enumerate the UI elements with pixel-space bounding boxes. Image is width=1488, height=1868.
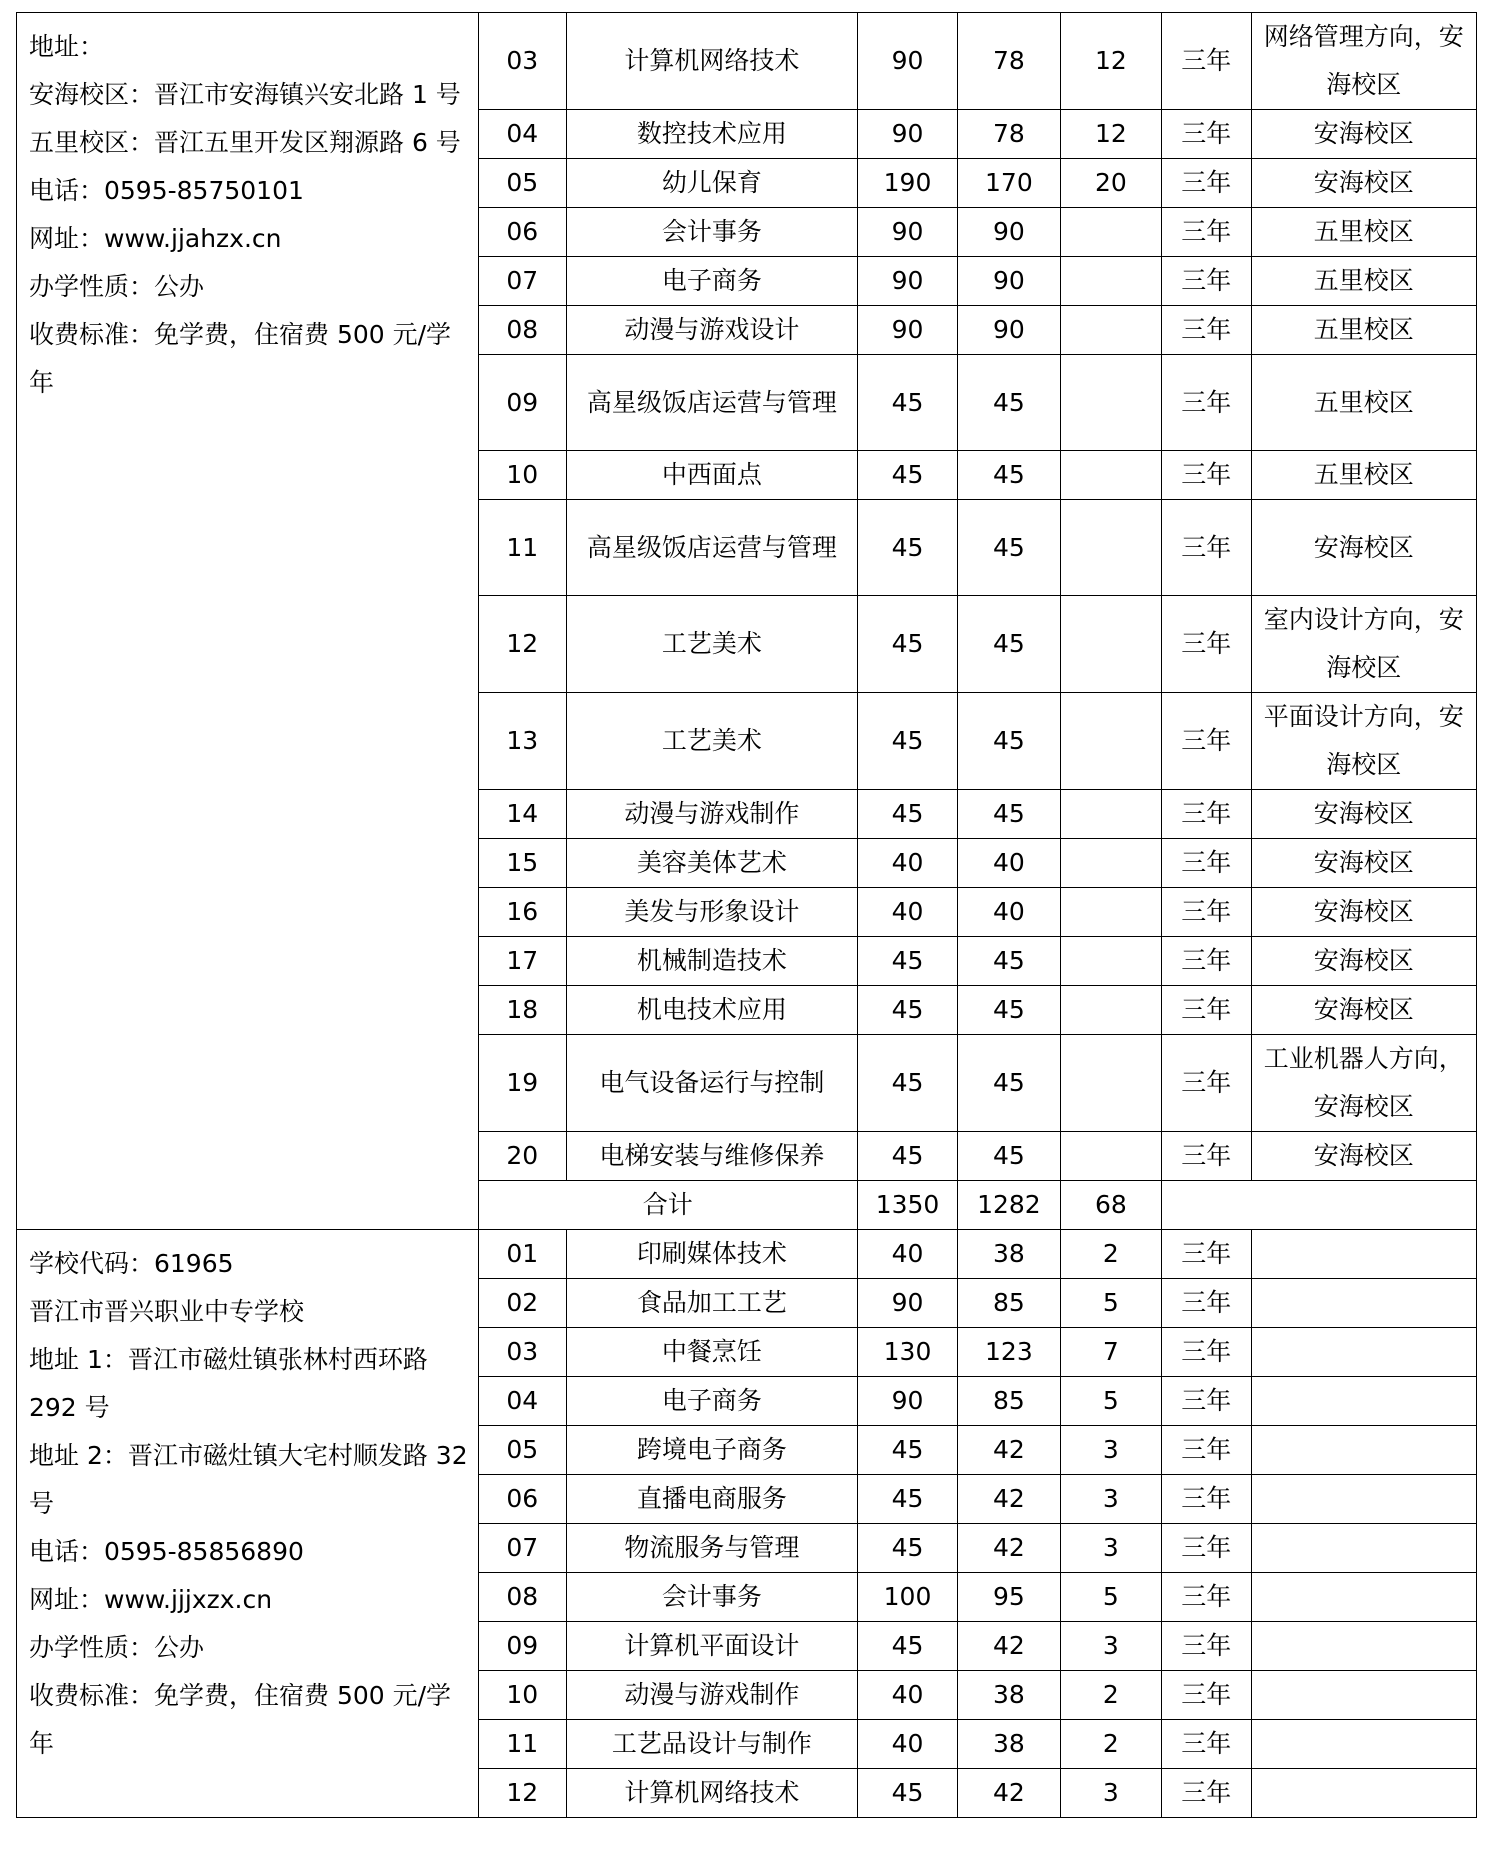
school2-info-line: 收费标准：免学费，住宿费 500 元/学年 [29, 1681, 452, 1758]
plan-count: 45 [857, 693, 957, 790]
plan-count: 45 [857, 355, 957, 451]
major-code: 12 [478, 1769, 566, 1818]
count-b: 38 [958, 1671, 1061, 1720]
count-c: 20 [1060, 159, 1161, 208]
count-b: 90 [958, 208, 1061, 257]
count-c [1060, 355, 1161, 451]
count-c [1060, 1132, 1161, 1181]
major-code: 14 [478, 790, 566, 839]
plan-count: 45 [857, 1769, 957, 1818]
remark: 安海校区 [1251, 888, 1477, 937]
plan-count: 40 [857, 1671, 957, 1720]
major-code: 17 [478, 937, 566, 986]
duration: 三年 [1162, 693, 1251, 790]
major-name: 印刷媒体技术 [566, 1230, 857, 1279]
count-c [1060, 937, 1161, 986]
plan-count: 45 [857, 1622, 957, 1671]
major-name: 机械制造技术 [566, 937, 857, 986]
total-count-b: 1282 [958, 1181, 1061, 1230]
count-b: 42 [958, 1769, 1061, 1818]
count-c [1060, 451, 1161, 500]
count-b: 42 [958, 1475, 1061, 1524]
count-c: 5 [1060, 1377, 1161, 1426]
count-b: 38 [958, 1230, 1061, 1279]
major-name: 电梯安装与维修保养 [566, 1132, 857, 1181]
count-b: 40 [958, 839, 1061, 888]
duration: 三年 [1162, 790, 1251, 839]
major-code: 08 [478, 1573, 566, 1622]
major-code: 13 [478, 693, 566, 790]
major-code: 06 [478, 208, 566, 257]
count-b: 90 [958, 257, 1061, 306]
major-code: 03 [478, 13, 566, 110]
count-c: 5 [1060, 1573, 1161, 1622]
duration: 三年 [1162, 1132, 1251, 1181]
count-c [1060, 888, 1161, 937]
plan-count: 45 [857, 500, 957, 596]
duration: 三年 [1162, 1573, 1251, 1622]
major-name: 高星级饭店运营与管理 [566, 355, 857, 451]
duration: 三年 [1162, 1622, 1251, 1671]
remark [1251, 1671, 1477, 1720]
school2-info-line: 地址 2：晋江市磁灶镇大宅村顺发路 32 号 [29, 1441, 468, 1518]
remark: 安海校区 [1251, 986, 1477, 1035]
count-b: 85 [958, 1377, 1061, 1426]
duration: 三年 [1162, 1377, 1251, 1426]
count-c [1060, 693, 1161, 790]
duration: 三年 [1162, 306, 1251, 355]
duration: 三年 [1162, 1769, 1251, 1818]
plan-count: 45 [857, 451, 957, 500]
total-blank [1162, 1181, 1477, 1230]
major-code: 09 [478, 355, 566, 451]
plan-count: 90 [857, 208, 957, 257]
count-c [1060, 306, 1161, 355]
duration: 三年 [1162, 1524, 1251, 1573]
count-b: 45 [958, 986, 1061, 1035]
plan-count: 100 [857, 1573, 957, 1622]
count-c: 12 [1060, 110, 1161, 159]
total-count-c: 68 [1060, 1181, 1161, 1230]
remark [1251, 1769, 1477, 1818]
count-b: 170 [958, 159, 1061, 208]
duration: 三年 [1162, 1279, 1251, 1328]
duration: 三年 [1162, 937, 1251, 986]
major-name: 跨境电子商务 [566, 1426, 857, 1475]
count-c: 7 [1060, 1328, 1161, 1377]
duration: 三年 [1162, 596, 1251, 693]
count-b: 42 [958, 1622, 1061, 1671]
school2-info-cell [17, 1230, 479, 1818]
duration: 三年 [1162, 355, 1251, 451]
count-b: 45 [958, 596, 1061, 693]
major-name: 动漫与游戏制作 [566, 1671, 857, 1720]
duration: 三年 [1162, 13, 1251, 110]
count-b: 90 [958, 306, 1061, 355]
plan-count: 90 [857, 306, 957, 355]
count-c [1060, 257, 1161, 306]
count-b: 42 [958, 1426, 1061, 1475]
remark: 工业机器人方向，安海校区 [1251, 1035, 1477, 1132]
count-b: 38 [958, 1720, 1061, 1769]
school1-info-line: 安海校区：晋江市安海镇兴安北路 1 号 [29, 80, 461, 109]
plan-count: 40 [857, 839, 957, 888]
remark [1251, 1377, 1477, 1426]
major-name: 电气设备运行与控制 [566, 1035, 857, 1132]
remark: 五里校区 [1251, 451, 1477, 500]
plan-count: 45 [857, 937, 957, 986]
major-name: 数控技术应用 [566, 110, 857, 159]
count-b: 95 [958, 1573, 1061, 1622]
major-name: 高星级饭店运营与管理 [566, 500, 857, 596]
remark [1251, 1622, 1477, 1671]
major-code: 07 [478, 257, 566, 306]
plan-count: 45 [857, 1035, 957, 1132]
count-b: 45 [958, 1035, 1061, 1132]
major-name: 中西面点 [566, 451, 857, 500]
count-c [1060, 208, 1161, 257]
count-c: 3 [1060, 1622, 1161, 1671]
total-label: 合计 [478, 1181, 857, 1230]
count-b: 45 [958, 693, 1061, 790]
count-b: 78 [958, 110, 1061, 159]
count-b: 45 [958, 790, 1061, 839]
count-b: 45 [958, 500, 1061, 596]
school2-info-line: 办学性质：公办 [29, 1633, 205, 1662]
plan-count: 40 [857, 1230, 957, 1279]
count-c [1060, 986, 1161, 1035]
plan-count: 45 [857, 986, 957, 1035]
remark: 五里校区 [1251, 306, 1477, 355]
major-code: 11 [478, 500, 566, 596]
remark: 安海校区 [1251, 839, 1477, 888]
remark: 安海校区 [1251, 790, 1477, 839]
major-code: 09 [478, 1622, 566, 1671]
remark [1251, 1426, 1477, 1475]
duration: 三年 [1162, 888, 1251, 937]
major-code: 11 [478, 1720, 566, 1769]
count-b: 45 [958, 1132, 1061, 1181]
major-name: 工艺美术 [566, 693, 857, 790]
major-name: 工艺品设计与制作 [566, 1720, 857, 1769]
duration: 三年 [1162, 110, 1251, 159]
school2-info-line: 地址 1：晋江市磁灶镇张林村西环路 292 号 [29, 1345, 428, 1422]
school1-info-cell [17, 13, 479, 1230]
duration: 三年 [1162, 208, 1251, 257]
remark [1251, 1279, 1477, 1328]
major-name: 直播电商服务 [566, 1475, 857, 1524]
school1-info-line: 电话：0595-85750101 [29, 176, 304, 205]
major-code: 10 [478, 451, 566, 500]
count-c [1060, 839, 1161, 888]
major-name: 电子商务 [566, 1377, 857, 1426]
remark: 平面设计方向，安海校区 [1251, 693, 1477, 790]
major-name: 幼儿保育 [566, 159, 857, 208]
major-code: 20 [478, 1132, 566, 1181]
remark: 五里校区 [1251, 257, 1477, 306]
plan-count: 40 [857, 1720, 957, 1769]
duration: 三年 [1162, 1475, 1251, 1524]
count-c: 2 [1060, 1230, 1161, 1279]
plan-count: 90 [857, 13, 957, 110]
major-code: 16 [478, 888, 566, 937]
major-name: 电子商务 [566, 257, 857, 306]
major-name: 会计事务 [566, 208, 857, 257]
major-code: 18 [478, 986, 566, 1035]
duration: 三年 [1162, 839, 1251, 888]
duration: 三年 [1162, 1671, 1251, 1720]
school2-info-line: 晋江市晋兴职业中专学校 [29, 1297, 305, 1326]
major-code: 01 [478, 1230, 566, 1279]
duration: 三年 [1162, 1230, 1251, 1279]
total-plan: 1350 [857, 1181, 957, 1230]
major-name: 物流服务与管理 [566, 1524, 857, 1573]
count-c [1060, 1035, 1161, 1132]
duration: 三年 [1162, 500, 1251, 596]
count-c: 2 [1060, 1720, 1161, 1769]
school2-info-line: 网址：www.jjjxzx.cn [29, 1585, 273, 1614]
major-name: 计算机网络技术 [566, 13, 857, 110]
plan-count: 45 [857, 1475, 957, 1524]
plan-count: 45 [857, 790, 957, 839]
remark: 五里校区 [1251, 208, 1477, 257]
plan-count: 45 [857, 1132, 957, 1181]
major-name: 计算机平面设计 [566, 1622, 857, 1671]
count-b: 42 [958, 1524, 1061, 1573]
plan-count: 45 [857, 1524, 957, 1573]
remark: 网络管理方向，安海校区 [1251, 13, 1477, 110]
duration: 三年 [1162, 986, 1251, 1035]
count-b: 45 [958, 937, 1061, 986]
major-code: 05 [478, 1426, 566, 1475]
major-code: 05 [478, 159, 566, 208]
school2-info-line: 电话：0595-85856890 [29, 1537, 304, 1566]
plan-count: 90 [857, 110, 957, 159]
count-c: 3 [1060, 1524, 1161, 1573]
count-b: 78 [958, 13, 1061, 110]
plan-count: 45 [857, 596, 957, 693]
remark: 安海校区 [1251, 1132, 1477, 1181]
major-code: 04 [478, 110, 566, 159]
count-c: 3 [1060, 1426, 1161, 1475]
school1-info-line: 地址： [29, 32, 105, 61]
major-code: 10 [478, 1671, 566, 1720]
plan-count: 45 [857, 1426, 957, 1475]
major-code: 02 [478, 1279, 566, 1328]
count-b: 45 [958, 355, 1061, 451]
count-c [1060, 596, 1161, 693]
major-name: 美容美体艺术 [566, 839, 857, 888]
plan-count: 130 [857, 1328, 957, 1377]
plan-count: 40 [857, 888, 957, 937]
major-name: 动漫与游戏制作 [566, 790, 857, 839]
count-c: 3 [1060, 1475, 1161, 1524]
remark [1251, 1328, 1477, 1377]
major-code: 07 [478, 1524, 566, 1573]
duration: 三年 [1162, 1720, 1251, 1769]
major-code: 12 [478, 596, 566, 693]
remark [1251, 1524, 1477, 1573]
major-code: 04 [478, 1377, 566, 1426]
major-name: 机电技术应用 [566, 986, 857, 1035]
remark: 安海校区 [1251, 937, 1477, 986]
major-name: 计算机网络技术 [566, 1769, 857, 1818]
count-c: 12 [1060, 13, 1161, 110]
plan-count: 90 [857, 257, 957, 306]
school1-info-line: 收费标准：免学费，住宿费 500 元/学年 [29, 320, 452, 397]
remark: 室内设计方向，安海校区 [1251, 596, 1477, 693]
count-b: 123 [958, 1328, 1061, 1377]
count-c: 2 [1060, 1671, 1161, 1720]
count-c [1060, 500, 1161, 596]
major-name: 美发与形象设计 [566, 888, 857, 937]
major-code: 15 [478, 839, 566, 888]
school1-info-line: 网址：www.jjahzx.cn [29, 224, 282, 253]
count-c: 3 [1060, 1769, 1161, 1818]
major-name: 动漫与游戏设计 [566, 306, 857, 355]
duration: 三年 [1162, 1328, 1251, 1377]
count-c: 5 [1060, 1279, 1161, 1328]
duration: 三年 [1162, 451, 1251, 500]
table-row [17, 13, 1477, 110]
major-name: 食品加工工艺 [566, 1279, 857, 1328]
remark: 五里校区 [1251, 355, 1477, 451]
school2-info-line: 学校代码：61965 [29, 1249, 234, 1278]
remark: 安海校区 [1251, 500, 1477, 596]
plan-count: 90 [857, 1377, 957, 1426]
major-name: 工艺美术 [566, 596, 857, 693]
plan-count: 90 [857, 1279, 957, 1328]
remark [1251, 1475, 1477, 1524]
major-code: 19 [478, 1035, 566, 1132]
count-b: 45 [958, 451, 1061, 500]
school1-info-line: 五里校区：晋江五里开发区翔源路 6 号 [29, 128, 461, 157]
school1-info-line: 办学性质：公办 [29, 272, 205, 301]
major-code: 08 [478, 306, 566, 355]
duration: 三年 [1162, 1035, 1251, 1132]
remark: 安海校区 [1251, 110, 1477, 159]
remark [1251, 1230, 1477, 1279]
plan-count: 190 [857, 159, 957, 208]
enrollment-table [16, 12, 1477, 1818]
count-c [1060, 790, 1161, 839]
remark [1251, 1720, 1477, 1769]
count-b: 40 [958, 888, 1061, 937]
duration: 三年 [1162, 257, 1251, 306]
remark: 安海校区 [1251, 159, 1477, 208]
remark [1251, 1573, 1477, 1622]
count-b: 85 [958, 1279, 1061, 1328]
major-name: 会计事务 [566, 1573, 857, 1622]
duration: 三年 [1162, 1426, 1251, 1475]
major-name: 中餐烹饪 [566, 1328, 857, 1377]
duration: 三年 [1162, 159, 1251, 208]
major-code: 06 [478, 1475, 566, 1524]
major-code: 03 [478, 1328, 566, 1377]
table-row [17, 1230, 1477, 1279]
